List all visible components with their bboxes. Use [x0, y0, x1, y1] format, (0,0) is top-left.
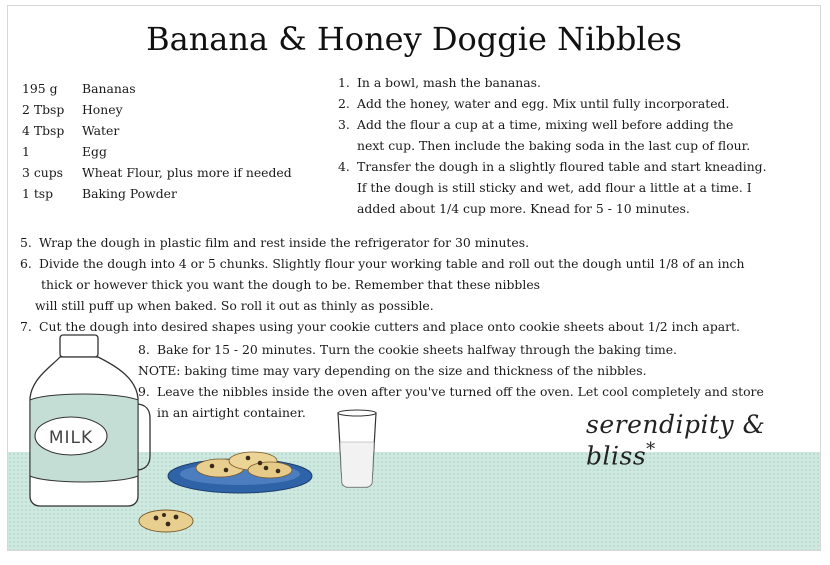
- step-text: Transfer the dough in a slightly floured table and start kneading.: [357, 159, 767, 174]
- asterisk-icon: *: [646, 439, 656, 460]
- step-number: 1.: [338, 75, 350, 90]
- milk-bottle-icon: [30, 335, 150, 506]
- step-text: will still puff up when baked. So roll it out as thinly as possible.: [35, 298, 434, 313]
- ingredient-item: Baking Powder: [82, 186, 177, 201]
- signature-text: serendipity & bliss: [586, 410, 766, 471]
- ingredient-qty: 195 g: [22, 81, 58, 96]
- ingredient-item: Wheat Flour, plus more if needed: [82, 165, 292, 180]
- step-text: added about 1/4 cup more. Knead for 5 - 10 minutes.: [357, 201, 690, 216]
- step-text: In a bowl, mash the bananas.: [357, 75, 541, 90]
- ingredient-item: Bananas: [82, 81, 136, 96]
- step-number: 3.: [338, 117, 350, 132]
- step-text: Bake for 15 - 20 minutes. Turn the cookie sheets halfway through the baking time.: [157, 342, 677, 357]
- recipe-card: [7, 5, 821, 551]
- step-text: Add the honey, water and egg. Mix until fully incorporated.: [357, 96, 730, 111]
- step-number: 2.: [338, 96, 350, 111]
- step-number: 6.: [20, 256, 32, 271]
- ingredient-item: Water: [82, 123, 120, 138]
- step-text: Cut the dough into desired shapes using your cookie cutters and place onto cookie sheets about 1/2 inch apart.: [39, 319, 740, 334]
- cookie-plate-icon: [168, 452, 312, 493]
- cookie-icon: [139, 510, 193, 532]
- step-text: If the dough is still sticky and wet, add flour a little at a time. I: [357, 180, 752, 195]
- step-number: 4.: [338, 159, 350, 174]
- baking-note: NOTE: baking time may vary depending on the size and thickness of the nibbles.: [138, 363, 647, 378]
- step-number: 9.: [138, 384, 150, 399]
- step-text: Leave the nibbles inside the oven after you've turned off the oven. Let cool completely and store: [157, 384, 764, 399]
- ingredient-qty: 3 cups: [22, 165, 64, 180]
- milk-label: MILK: [48, 428, 94, 448]
- step-text: Add the flour a cup at a time, mixing well before adding the: [357, 117, 734, 132]
- step-text: in an airtight container.: [157, 405, 306, 420]
- ingredient-item: Egg: [82, 144, 107, 159]
- step-text: thick or however thick you want the dough to be. Remember that these nibbles: [41, 277, 541, 292]
- ingredient-qty: 1 tsp: [22, 186, 54, 201]
- recipe-title: Banana & Honey Doggie Nibbles: [146, 20, 682, 58]
- ingredient-qty: 2 Tbsp: [22, 102, 65, 117]
- milk-glass-icon: [338, 410, 376, 487]
- step-number: 8.: [138, 342, 150, 357]
- step-number: 7.: [20, 319, 32, 334]
- ingredient-qty: 4 Tbsp: [22, 123, 65, 138]
- ingredient-item: Honey: [82, 102, 123, 117]
- step-text: next cup. Then include the baking soda in the last cup of flour.: [357, 138, 751, 153]
- signature-logo: [586, 410, 820, 470]
- step-text: Divide the dough into 4 or 5 chunks. Slightly flour your working table and roll out the dough until 1/8 of an inch: [39, 256, 745, 271]
- step-text: Wrap the dough in plastic film and rest inside the refrigerator for 30 minutes.: [39, 235, 530, 250]
- ingredient-qty: 1: [22, 144, 30, 159]
- step-number: 5.: [20, 235, 32, 250]
